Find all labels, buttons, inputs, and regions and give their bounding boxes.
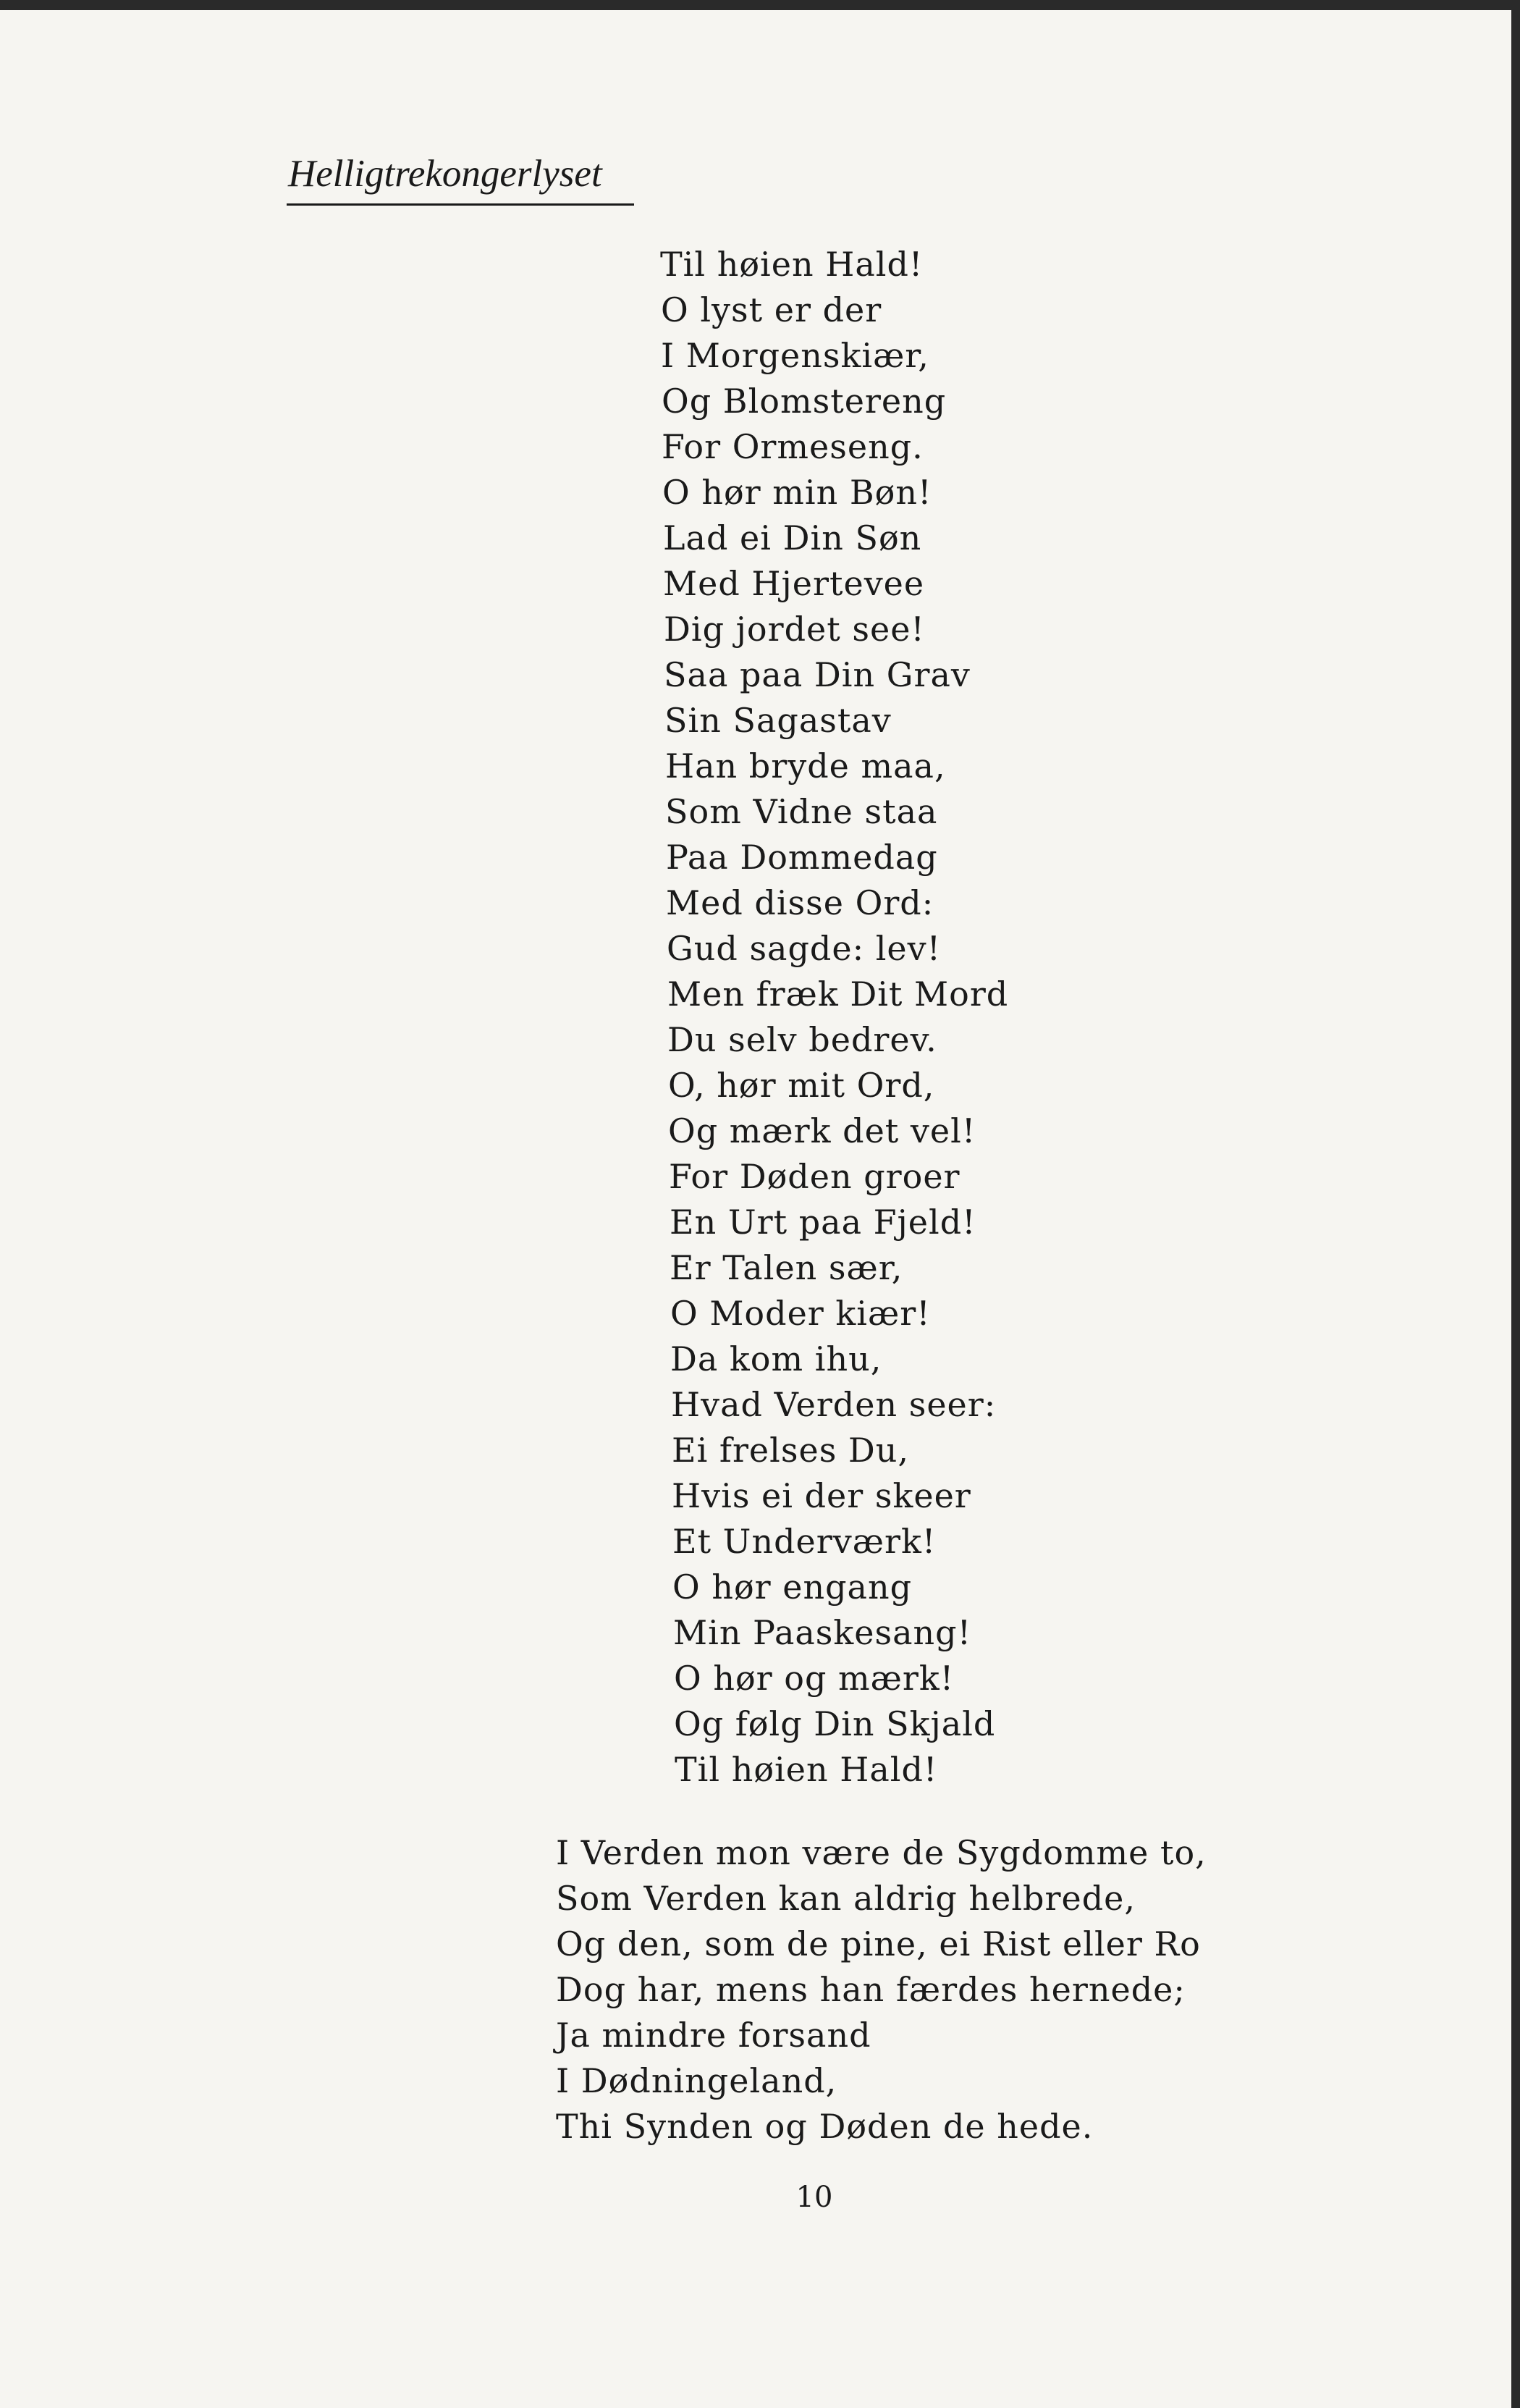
poem-1-line: Med Hjertevee [663,564,925,603]
poem-1-line: Er Talen sær, [670,1248,903,1287]
poem-1-line: Da kom ihu, [670,1339,882,1378]
poem-1-line: Og mærk det vel! [668,1111,976,1150]
page-number: 10 [795,2181,833,2214]
poem-1-line: For Ormeseng. [662,427,924,466]
running-header: Helligtrekongerlyset [288,153,602,195]
poem-1-line: O hør og mærk! [674,1659,955,1698]
poem-2-line: Dog har, mens han færdes hernede; [556,1970,1186,2009]
poem-2-line: I Dødningeland, [556,2061,837,2100]
poem-1-line: Sin Sagastav [664,701,892,740]
poem-1-line: Saa paa Din Grav [664,655,971,694]
poem-2-line: Og den, som de pine, ei Rist eller Ro [556,1924,1201,1963]
poem-1-line: I Morgenskiær, [661,336,929,375]
poem-stanza-1 [660,242,1008,1793]
poem-2-line: Thi Synden og Døden de hede. [556,2107,1094,2146]
poem-1-line: Som Vidne staa [665,792,938,831]
poem-1-line: Han bryde maa, [665,746,946,786]
poem-1-line: O hør engang [672,1567,913,1607]
poem-2-line: I Verden mon være de Sygdomme to, [556,1833,1207,1872]
poem-1-line: Hvis ei der skeer [672,1476,971,1515]
poem-1-line: Og Blomstereng [662,382,947,421]
poem-2-line: Ja mindre forsand [556,2016,871,2055]
poem-1-line: For Døden groer [669,1157,960,1196]
header-underline [287,203,634,206]
poem-1-line: Men fræk Dit Mord [667,974,1009,1014]
poem-1-line: Dig jordet see! [664,610,925,649]
poem-stanza-2 [556,1830,1207,2150]
poem-1-line: Et Underværk! [672,1522,937,1561]
poem-1-line: O, hør mit Ord, [668,1066,935,1105]
poem-1-line: Hvad Verden seer: [671,1385,997,1424]
poem-1-line: Min Paaskesang! [673,1613,972,1652]
poem-1-line: Til høien Hald! [675,1750,938,1789]
poem-1-line: Gud sagde: lev! [667,929,942,968]
poem-1-line: O Moder kiær! [670,1294,931,1333]
poem-1-line: Med disse Ord: [666,883,934,922]
poem-1-line: Ei frelses Du, [672,1431,910,1470]
poem-1-line: O lyst er der [661,290,882,329]
poem-1-line: Paa Dommedag [666,838,938,877]
poem-1-line: O hør min Bøn! [662,473,932,512]
poem-1-line: Lad ei Din Søn [663,518,922,557]
poem-1-line: En Urt paa Fjeld! [670,1203,976,1242]
poem-2-line: Som Verden kan aldrig helbrede, [556,1879,1136,1918]
poem-1-line: Til høien Hald! [660,245,924,284]
poem-1-line: Du selv bedrev. [667,1020,937,1059]
poem-1-line: Og følg Din Skjald [674,1704,996,1743]
